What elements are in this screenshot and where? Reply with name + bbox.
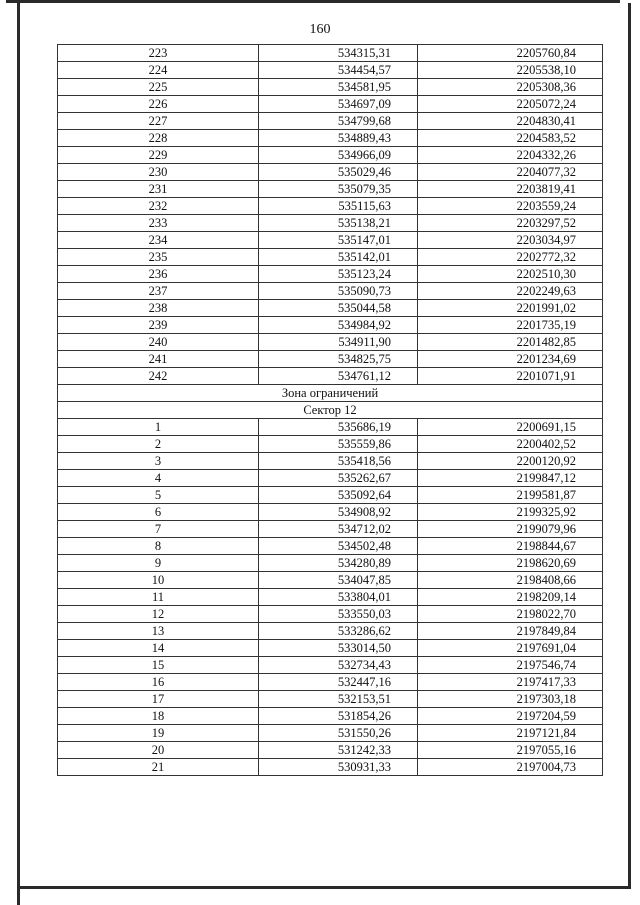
point-number: 13 xyxy=(58,623,259,640)
zone-title-row xyxy=(58,385,603,402)
point-number: 228 xyxy=(58,130,259,147)
scan-border-top xyxy=(6,0,620,3)
coordinate-x: 534799,68 xyxy=(259,113,418,130)
table-row xyxy=(58,742,603,759)
coordinate-x: 535142,01 xyxy=(259,249,418,266)
point-number: 18 xyxy=(58,708,259,725)
table-row xyxy=(58,725,603,742)
coordinate-x: 535262,67 xyxy=(259,470,418,487)
coordinate-y: 2204583,52 xyxy=(418,130,603,147)
coordinate-y: 2200402,52 xyxy=(418,436,603,453)
table-row xyxy=(58,130,603,147)
table-row xyxy=(58,657,603,674)
coordinate-y: 2197417,33 xyxy=(418,674,603,691)
coordinate-x: 532153,51 xyxy=(259,691,418,708)
table-row xyxy=(58,436,603,453)
point-number: 11 xyxy=(58,589,259,606)
point-number: 10 xyxy=(58,572,259,589)
coordinate-x: 533286,62 xyxy=(259,623,418,640)
coordinate-x: 533550,03 xyxy=(259,606,418,623)
scan-border-bottom xyxy=(20,886,631,889)
coordinate-y: 2198209,14 xyxy=(418,589,603,606)
coordinate-y: 2197691,04 xyxy=(418,640,603,657)
coordinate-y: 2202510,30 xyxy=(418,266,603,283)
coordinate-y: 2197204,59 xyxy=(418,708,603,725)
table-row xyxy=(58,181,603,198)
coordinate-x: 534761,12 xyxy=(259,368,418,385)
point-number: 236 xyxy=(58,266,259,283)
point-number: 224 xyxy=(58,62,259,79)
point-number: 242 xyxy=(58,368,259,385)
coordinate-x: 535559,86 xyxy=(259,436,418,453)
coordinate-x: 534984,92 xyxy=(259,317,418,334)
coordinate-y: 2199079,96 xyxy=(418,521,603,538)
point-number: 231 xyxy=(58,181,259,198)
table-row xyxy=(58,368,603,385)
coordinate-y: 2201234,69 xyxy=(418,351,603,368)
coordinate-y: 2200691,15 xyxy=(418,419,603,436)
coordinate-x: 534825,75 xyxy=(259,351,418,368)
coordinate-x: 535138,21 xyxy=(259,215,418,232)
coordinate-y: 2203034,97 xyxy=(418,232,603,249)
coordinate-y: 2201735,19 xyxy=(418,317,603,334)
table-row xyxy=(58,45,603,62)
point-number: 4 xyxy=(58,470,259,487)
zone-title: Зона ограничений xyxy=(58,385,603,402)
coordinate-x: 532734,43 xyxy=(259,657,418,674)
point-number: 235 xyxy=(58,249,259,266)
coordinate-x: 535044,58 xyxy=(259,300,418,317)
coordinate-x: 535115,63 xyxy=(259,198,418,215)
table-row xyxy=(58,504,603,521)
coordinate-x: 531854,26 xyxy=(259,708,418,725)
table-row xyxy=(58,232,603,249)
table-row xyxy=(58,62,603,79)
table-row xyxy=(58,147,603,164)
table-row xyxy=(58,487,603,504)
table-row xyxy=(58,691,603,708)
point-number: 238 xyxy=(58,300,259,317)
coordinate-y: 2201991,02 xyxy=(418,300,603,317)
page-number: 160 xyxy=(309,22,331,37)
coordinate-y: 2204077,32 xyxy=(418,164,603,181)
point-number: 17 xyxy=(58,691,259,708)
coordinate-x: 535418,56 xyxy=(259,453,418,470)
table-row xyxy=(58,334,603,351)
table-row xyxy=(58,266,603,283)
coordinate-y: 2203819,41 xyxy=(418,181,603,198)
table-row xyxy=(58,113,603,130)
table-row xyxy=(58,589,603,606)
point-number: 232 xyxy=(58,198,259,215)
coordinate-y: 2204332,26 xyxy=(418,147,603,164)
coordinate-x: 534712,02 xyxy=(259,521,418,538)
coordinate-x: 535079,35 xyxy=(259,181,418,198)
coordinate-x: 534047,85 xyxy=(259,572,418,589)
coordinates-rows-bottom xyxy=(58,419,603,776)
coordinate-x: 535092,64 xyxy=(259,487,418,504)
table-row xyxy=(58,555,603,572)
table-row xyxy=(58,538,603,555)
table-row xyxy=(58,79,603,96)
sector-title-row xyxy=(58,402,603,419)
coordinate-x: 534908,92 xyxy=(259,504,418,521)
table-row xyxy=(58,300,603,317)
coordinate-y: 2199847,12 xyxy=(418,470,603,487)
coordinate-x: 535147,01 xyxy=(259,232,418,249)
table-row xyxy=(58,470,603,487)
table-row xyxy=(58,351,603,368)
table-row xyxy=(58,606,603,623)
coordinate-x: 534697,09 xyxy=(259,96,418,113)
coordinates-table xyxy=(57,44,603,776)
table-row xyxy=(58,674,603,691)
point-number: 15 xyxy=(58,657,259,674)
point-number: 9 xyxy=(58,555,259,572)
coordinate-y: 2204830,41 xyxy=(418,113,603,130)
table-row xyxy=(58,521,603,538)
coordinate-y: 2197004,73 xyxy=(418,759,603,776)
coordinate-y: 2197546,74 xyxy=(418,657,603,674)
table-row xyxy=(58,96,603,113)
coordinate-y: 2205072,24 xyxy=(418,96,603,113)
table-row xyxy=(58,283,603,300)
point-number: 240 xyxy=(58,334,259,351)
coordinate-y: 2201071,91 xyxy=(418,368,603,385)
point-number: 12 xyxy=(58,606,259,623)
coordinate-x: 534889,43 xyxy=(259,130,418,147)
point-number: 225 xyxy=(58,79,259,96)
coordinate-y: 2198620,69 xyxy=(418,555,603,572)
point-number: 2 xyxy=(58,436,259,453)
coordinate-x: 534280,89 xyxy=(259,555,418,572)
coordinate-y: 2198022,70 xyxy=(418,606,603,623)
coordinate-x: 535123,24 xyxy=(259,266,418,283)
table-row xyxy=(58,317,603,334)
point-number: 19 xyxy=(58,725,259,742)
point-number: 3 xyxy=(58,453,259,470)
table-row xyxy=(58,759,603,776)
coordinate-x: 535090,73 xyxy=(259,283,418,300)
coordinate-x: 531550,26 xyxy=(259,725,418,742)
point-number: 223 xyxy=(58,45,259,62)
coordinate-x: 533804,01 xyxy=(259,589,418,606)
coordinate-y: 2205760,84 xyxy=(418,45,603,62)
table-row xyxy=(58,572,603,589)
coordinate-y: 2203559,24 xyxy=(418,198,603,215)
table-row xyxy=(58,164,603,181)
table-row xyxy=(58,640,603,657)
point-number: 5 xyxy=(58,487,259,504)
table-row xyxy=(58,249,603,266)
point-number: 1 xyxy=(58,419,259,436)
table-row xyxy=(58,215,603,232)
coordinate-y: 2202249,63 xyxy=(418,283,603,300)
point-number: 229 xyxy=(58,147,259,164)
coordinate-x: 534581,95 xyxy=(259,79,418,96)
coordinate-x: 534502,48 xyxy=(259,538,418,555)
point-number: 16 xyxy=(58,674,259,691)
zone-header xyxy=(58,385,603,419)
coordinate-y: 2198408,66 xyxy=(418,572,603,589)
coordinate-x: 532447,16 xyxy=(259,674,418,691)
coordinate-y: 2203297,52 xyxy=(418,215,603,232)
coordinate-y: 2202772,32 xyxy=(418,249,603,266)
coordinate-y: 2198844,67 xyxy=(418,538,603,555)
coordinate-x: 530931,33 xyxy=(259,759,418,776)
coordinate-y: 2199581,87 xyxy=(418,487,603,504)
coordinate-x: 533014,50 xyxy=(259,640,418,657)
coordinate-x: 534454,57 xyxy=(259,62,418,79)
point-number: 239 xyxy=(58,317,259,334)
point-number: 21 xyxy=(58,759,259,776)
table-row xyxy=(58,419,603,436)
coordinate-x: 534911,90 xyxy=(259,334,418,351)
point-number: 233 xyxy=(58,215,259,232)
coordinate-x: 535029,46 xyxy=(259,164,418,181)
point-number: 230 xyxy=(58,164,259,181)
table-row xyxy=(58,623,603,640)
coordinate-y: 2199325,92 xyxy=(418,504,603,521)
point-number: 227 xyxy=(58,113,259,130)
point-number: 241 xyxy=(58,351,259,368)
coordinate-x: 534315,31 xyxy=(259,45,418,62)
point-number: 226 xyxy=(58,96,259,113)
point-number: 237 xyxy=(58,283,259,300)
coordinate-y: 2197055,16 xyxy=(418,742,603,759)
coordinate-x: 531242,33 xyxy=(259,742,418,759)
table-row xyxy=(58,198,603,215)
coordinate-y: 2205308,36 xyxy=(418,79,603,96)
table-row xyxy=(58,708,603,725)
point-number: 20 xyxy=(58,742,259,759)
table-row xyxy=(58,453,603,470)
coordinate-y: 2205538,10 xyxy=(418,62,603,79)
coordinate-y: 2201482,85 xyxy=(418,334,603,351)
coordinate-y: 2197121,84 xyxy=(418,725,603,742)
scan-border-right xyxy=(628,3,631,888)
coordinate-y: 2197303,18 xyxy=(418,691,603,708)
point-number: 6 xyxy=(58,504,259,521)
point-number: 14 xyxy=(58,640,259,657)
point-number: 7 xyxy=(58,521,259,538)
coordinate-y: 2197849,84 xyxy=(418,623,603,640)
coordinate-x: 534966,09 xyxy=(259,147,418,164)
coordinate-x: 535686,19 xyxy=(259,419,418,436)
sector-title: Сектор 12 xyxy=(58,402,603,419)
scan-border-left xyxy=(17,0,20,905)
point-number: 8 xyxy=(58,538,259,555)
coordinate-y: 2200120,92 xyxy=(418,453,603,470)
coordinates-rows-top xyxy=(58,45,603,385)
point-number: 234 xyxy=(58,232,259,249)
